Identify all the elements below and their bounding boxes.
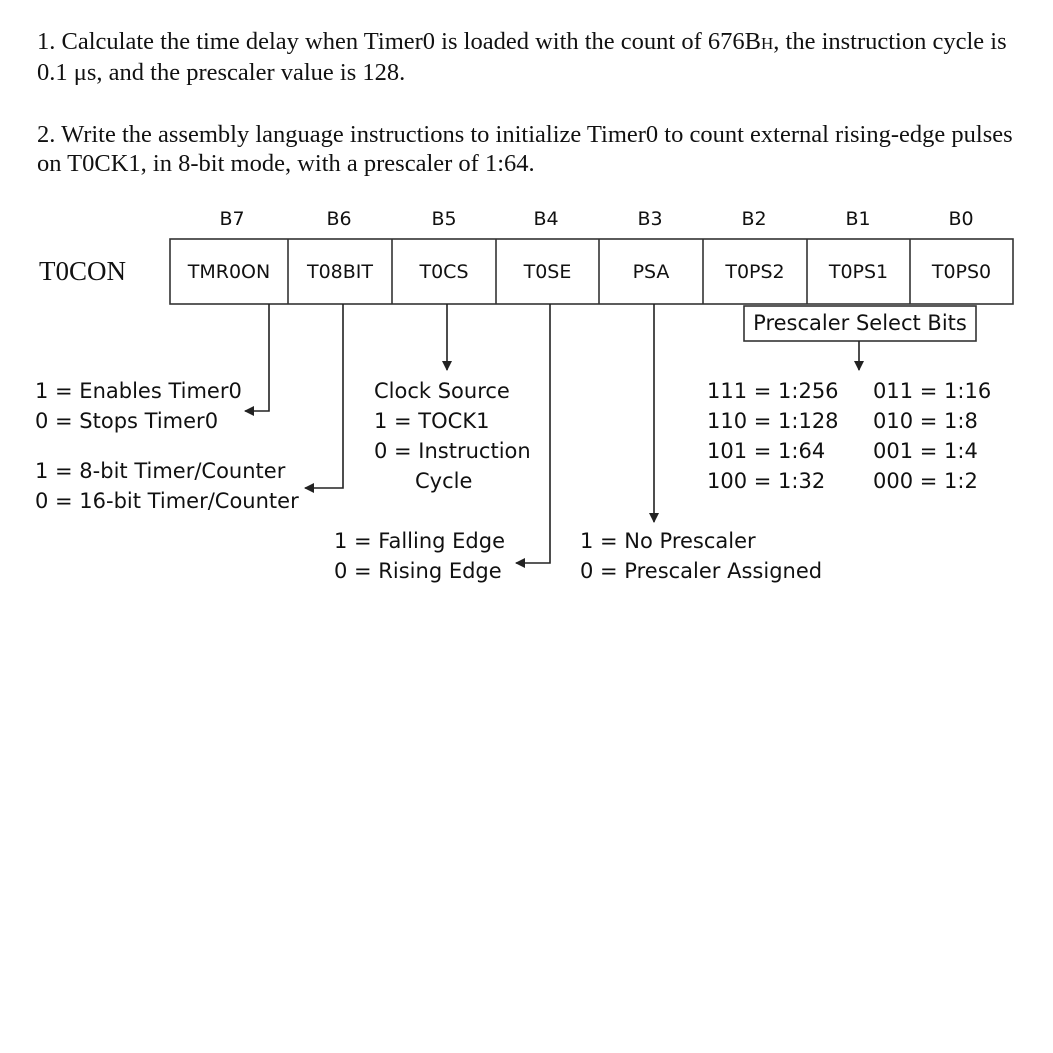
bit-number-b3: B3 (637, 208, 663, 230)
prescaler-values-right (873, 376, 991, 496)
prescaler-values-left (707, 376, 839, 496)
register-cell-t0ps0: T0PS0 (931, 260, 992, 283)
bit-number-b1: B1 (845, 208, 871, 230)
prescaler-title: Prescaler Select Bits (753, 311, 967, 335)
prescaler-right-line-4: 000 = 1:2 (873, 469, 978, 493)
question-2-text: Write the assembly language instructions to initialize Timer0 to count external rising-edge pulses on T0CK1, in 8-bit mode, with a prescaler of 1:64. (37, 121, 1013, 177)
question-1-number: 1. (37, 28, 56, 55)
prescaler-right-line-2: 010 = 1:8 (873, 409, 978, 433)
t0cs-line-4: Cycle (415, 469, 473, 493)
register-cell-t0cs: T0CS (419, 260, 469, 283)
bit-number-b4: B4 (533, 208, 559, 230)
t0cs-line-1: Clock Source (374, 379, 510, 403)
bit-number-b5: B5 (431, 208, 457, 230)
question-1-text-before: Calculate the time delay when Timer0 is loaded with the count of 676B (61, 28, 761, 55)
register-cell-psa: PSA (632, 260, 670, 283)
tmr0on-arrow (245, 304, 269, 411)
tmr0on-line-2: 0 = Stops Timer0 (35, 409, 219, 433)
question-2-number: 2. (37, 121, 56, 148)
bit-number-b0: B0 (948, 208, 974, 230)
t0cs-description (374, 376, 531, 496)
register-cell-t08bit: T08BIT (306, 260, 374, 283)
question-1-text-after: , the instruction cycle is 0.1 μs, and the prescaler value is 128. (37, 28, 1007, 86)
prescaler-left-line-2: 110 = 1:128 (707, 409, 839, 433)
t0cs-line-2: 1 = TOCK1 (374, 409, 490, 433)
register-cell-t0ps1: T0PS1 (828, 260, 889, 283)
t08bit-line-1: 1 = 8-bit Timer/Counter (35, 459, 286, 483)
t0cs-line-3: 0 = Instruction (374, 439, 531, 463)
t08bit-arrow (305, 304, 343, 488)
register-name: T0CON (39, 256, 126, 286)
prescaler-left-line-1: 111 = 1:256 (707, 379, 839, 403)
psa-description (580, 526, 822, 586)
t0se-line-2: 0 = Rising Edge (334, 559, 502, 583)
t08bit-line-2: 0 = 16-bit Timer/Counter (35, 489, 299, 513)
prescaler-right-line-1: 011 = 1:16 (873, 379, 992, 403)
register-cell-t0se: T0SE (523, 260, 572, 283)
prescaler-right-line-3: 001 = 1:4 (873, 439, 978, 463)
tmr0on-line-1: 1 = Enables Timer0 (35, 379, 242, 403)
t08bit-description (35, 456, 299, 516)
register-cell-t0ps2: T0PS2 (725, 260, 785, 283)
prescaler-left-line-3: 101 = 1:64 (707, 439, 826, 463)
register-cell-tmr0on: TMR0ON (187, 260, 271, 283)
tmr0on-description (35, 376, 242, 436)
psa-line-1: 1 = No Prescaler (580, 529, 756, 553)
t0se-description (334, 526, 505, 586)
t0se-line-1: 1 = Falling Edge (334, 529, 505, 553)
question-1-subscript: H (760, 34, 774, 53)
psa-line-2: 0 = Prescaler Assigned (580, 559, 823, 583)
bit-number-b6: B6 (326, 208, 352, 230)
bit-number-b7: B7 (219, 208, 245, 230)
bit-number-b2: B2 (741, 208, 767, 230)
prescaler-left-line-4: 100 = 1:32 (707, 469, 826, 493)
